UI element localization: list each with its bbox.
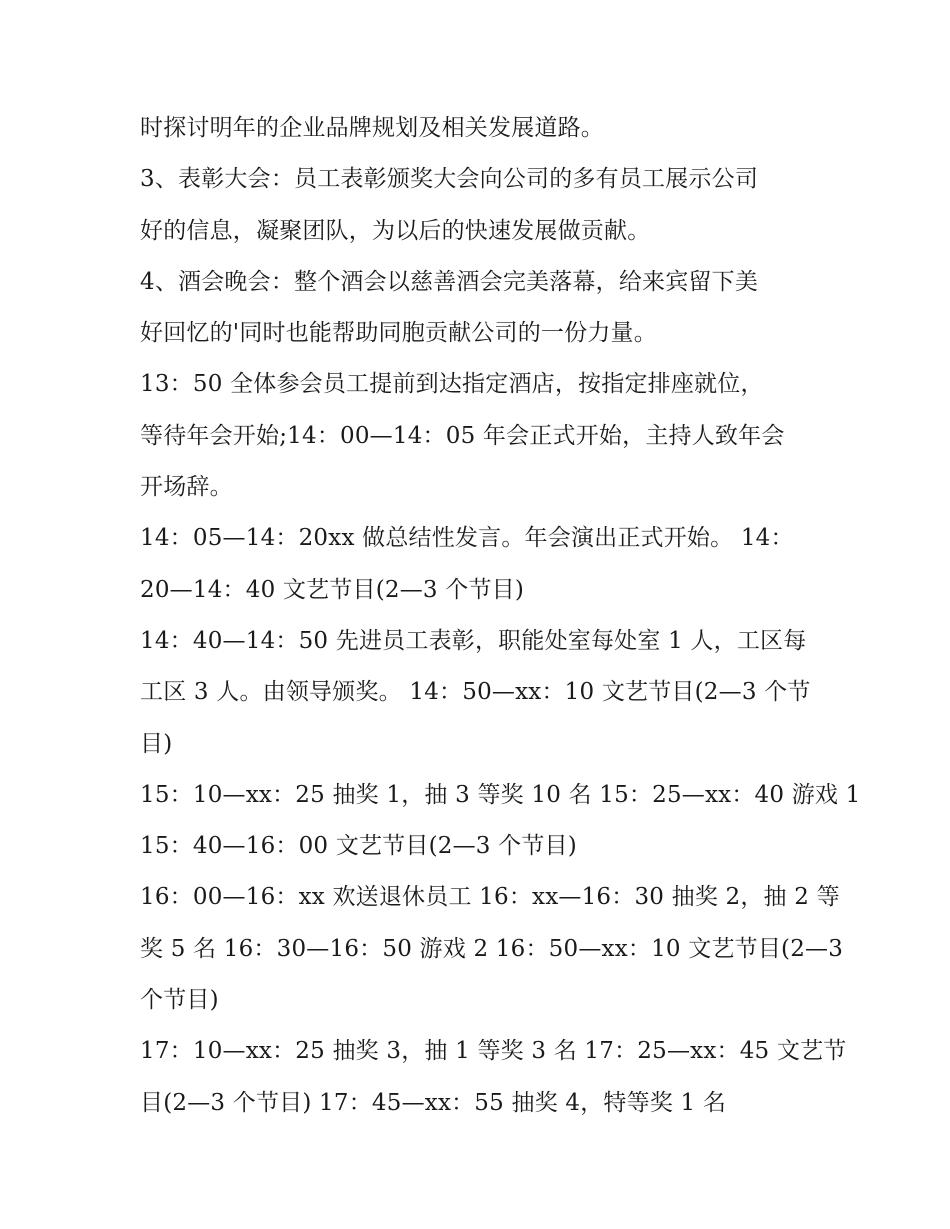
text-line: 奖 5 名 16：30—16：50 游戏 2 16：50—xx：10 文艺节目(2—3: [140, 935, 844, 962]
text-line: 时探讨明年的企业品牌规划及相关发展道路。: [140, 115, 604, 141]
text-line: 13：50 全体参会员工提前到达指定酒店，按指定排座就位，: [140, 371, 764, 398]
document-body: [140, 103, 861, 1129]
text-line: 15：10—xx：25 抽奖 1，抽 3 等奖 10 名 15：25—xx：40 游戏 1: [140, 781, 861, 808]
text-line: 20—14：40 文艺节目(2—3 个节目): [140, 576, 525, 603]
text-line: 个节目): [140, 987, 219, 1014]
text-line: 16：00—16：xx 欢送退休员工 16：xx—16：30 抽奖 2，抽 2 等: [140, 884, 840, 911]
text-line: 17：10—xx：25 抽奖 3，抽 1 等奖 3 名 17：25—xx：45 文艺节: [140, 1038, 847, 1065]
text-line: 好的信息，凝聚团队，为以后的快速发展做贡献。: [140, 217, 651, 244]
text-line: 3、表彰大会：员工表彰颁奖大会向公司的多有员工展示公司: [140, 166, 759, 193]
text-line: 开场辞。: [140, 474, 233, 501]
text-line: 好回忆的'同时也能帮助同胞贡献公司的一份力量。: [140, 320, 657, 347]
text-line: 工区 3 人。由领导颁奖。 14：50—xx：10 文艺节目(2—3 个节: [140, 679, 811, 706]
text-line: 目): [140, 730, 173, 757]
text-line: 目(2—3 个节目) 17：45—xx：55 抽奖 4，特等奖 1 名: [140, 1089, 727, 1116]
text-line: 15：40—16：00 文艺节目(2—3 个节目): [140, 833, 577, 860]
text-line: 14：05—14：20xx 做总结性发言。年会演出正式开始。 14：: [140, 525, 794, 552]
text-line: 等待年会开始;14：00—14：05 年会正式开始，主持人致年会: [140, 422, 785, 449]
text-line: 14：40—14：50 先进员工表彰，职能处室每处室 1 人，工区每: [140, 627, 807, 654]
text-line: 4、酒会晚会：整个酒会以慈善酒会完美落幕，给来宾留下美: [140, 268, 759, 295]
